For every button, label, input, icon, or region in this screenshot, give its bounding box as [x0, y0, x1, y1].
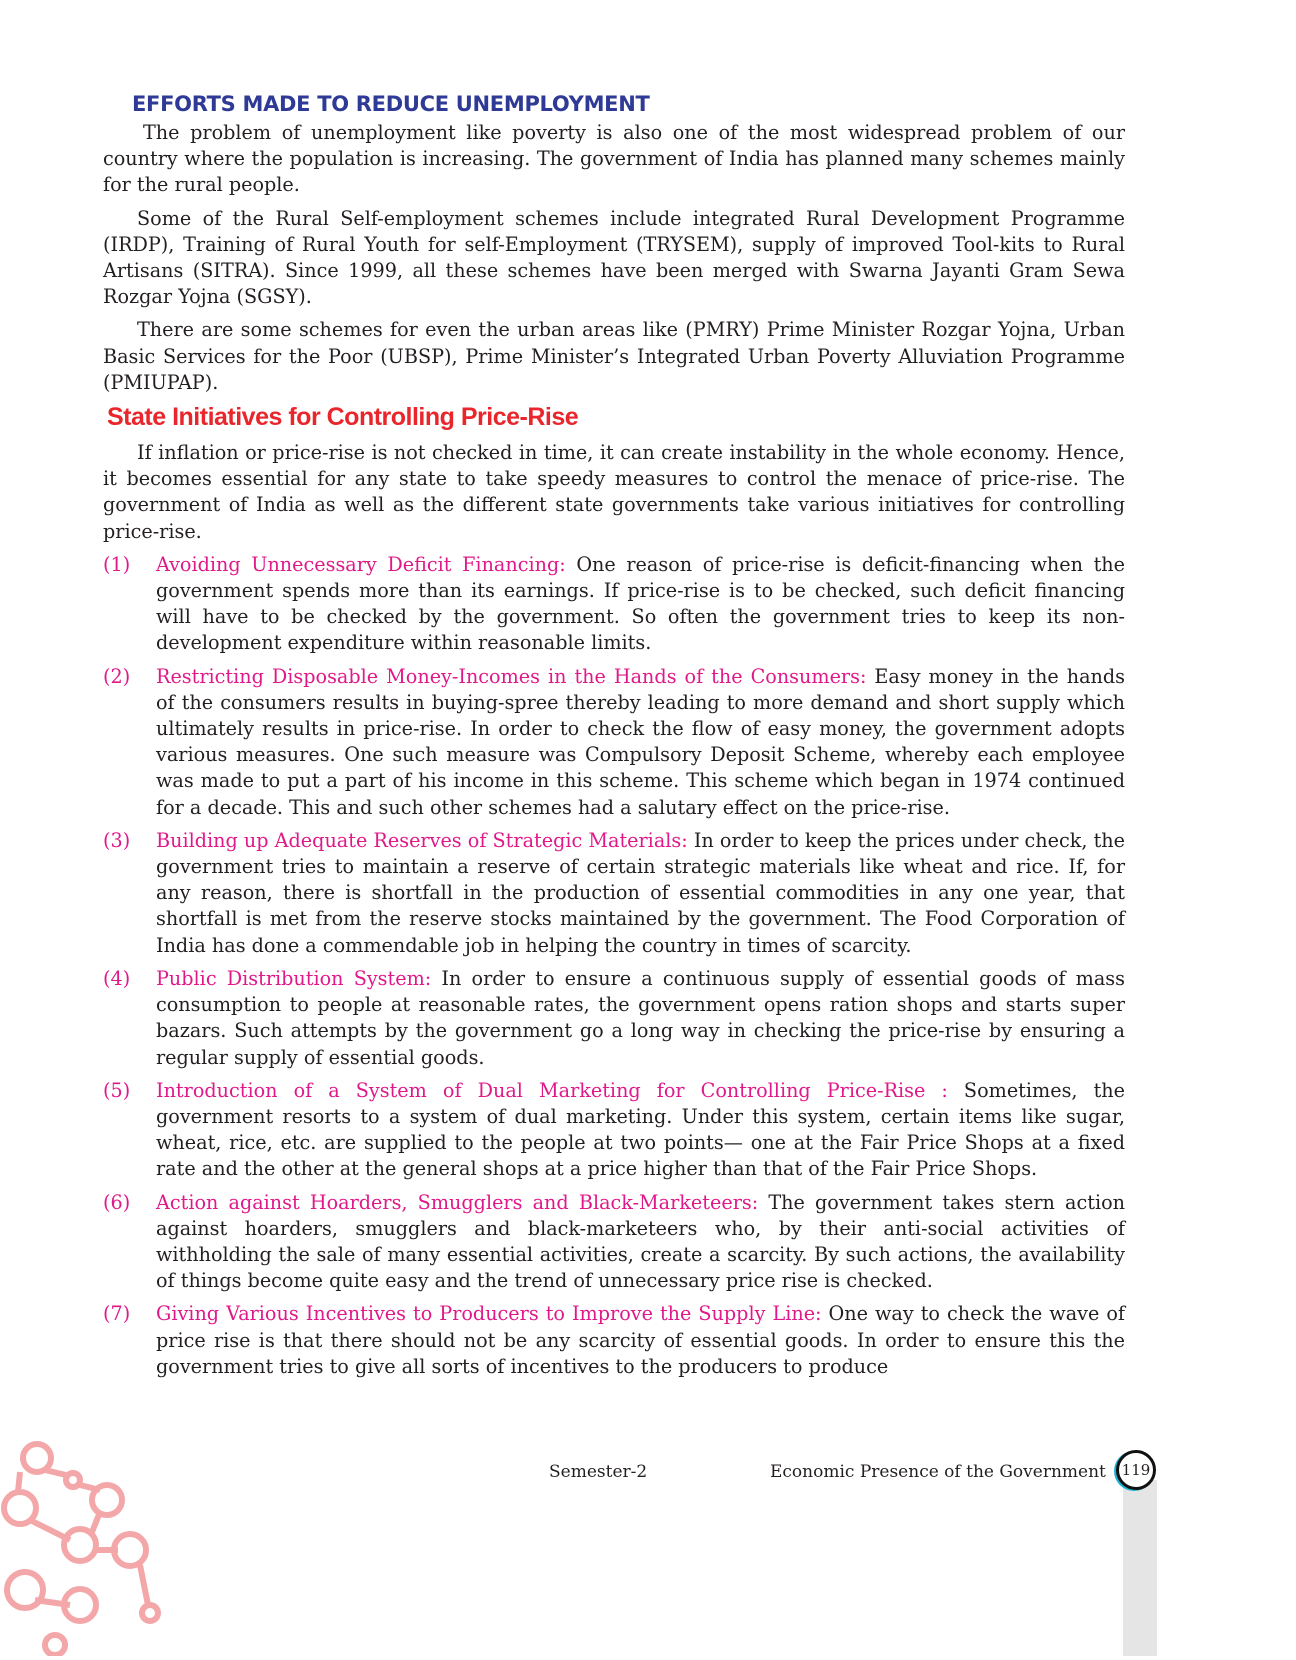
list-item [103, 1301, 1125, 1380]
item-lead: Giving Various Incentives to Producers to Improve the Supply Line: [156, 1302, 822, 1326]
item-body: In order to ensure a continuous supply of essential goods of mass consumption to people at reasonable rates, the government opens ration shops and starts super bazars. Such attempts by the government go a long way in checking the price-rise by ensuring a regular supply of essential goods. [156, 966, 1125, 1069]
item-text [156, 966, 1125, 1071]
paragraph: The problem of unemployment like poverty is also one of the most widespread problem of our country where the population is increasing. The government of India has planned many schemes mainly for the rural people. [103, 121, 1125, 197]
paragraph: If inflation or price-rise is not checked in time, it can create instability in the whole economy. Hence, it becomes essential for any state to take speedy measures to control the menace of price-rise. The government of India as well as the different state governments take various initiatives for controlling price-rise. [103, 441, 1125, 543]
list-item [103, 1078, 1125, 1183]
section-heading-price-rise: State Initiatives for Controlling Price-Rise [107, 403, 579, 432]
item-body: One reason of price-rise is deficit-financing when the government spends more than its earnings. If price-rise is to be checked, such deficit financing will have to be checked by the government. So often the government tries to keep its non-development expenditure within reasonable limits. [156, 552, 1125, 655]
item-lead: Building up Adequate Reserves of Strategic Materials: [156, 828, 688, 852]
initiatives-list [103, 552, 1125, 1380]
item-lead: Public Distribution System: [156, 966, 432, 990]
page-edge-strip [1123, 1480, 1157, 1656]
item-number: (4) [103, 966, 131, 990]
list-item [103, 828, 1125, 959]
item-number: (3) [103, 828, 131, 852]
page-number: 119 [1116, 1450, 1156, 1490]
item-body: In order to keep the prices under check, the government tries to maintain a reserve of certain strategic materials like wheat and rice. If, for any reason, there is shortfall in the production of essential commodities in any one year, that shortfall is met from the reserve stocks maintained by the government. The Food Corporation of India has done a commendable job in helping the country in times of scarcity. [156, 828, 1125, 957]
list-item [103, 1190, 1125, 1295]
item-number: (1) [103, 552, 131, 576]
list-item [103, 552, 1125, 657]
item-body: Sometimes, the government resorts to a system of dual marketing. Under this system, certain items like sugar, wheat, rice, etc. are supplied to the people at two points— one at the Fair Price Shops at a fixed rate and the other at the general shops at a price higher than that of the Fair Price Shops. [156, 1078, 1125, 1181]
item-number: (2) [103, 664, 131, 688]
section-heading-unemployment: EFFORTS MADE TO REDUCE UNEMPLOYMENT [132, 92, 650, 116]
item-body: One way to check the wave of price rise is that there should not be any scarcity of essential goods. In order to ensure this the government tries to give all sorts of incentives to the producers to produce [156, 1302, 1125, 1378]
item-text [156, 1190, 1125, 1295]
item-number: (7) [103, 1302, 131, 1326]
item-lead: Action against Hoarders, Smugglers and Black-Marketeers: [156, 1190, 759, 1214]
item-text [156, 1301, 1125, 1380]
item-number: (5) [103, 1078, 131, 1102]
item-text [156, 828, 1125, 959]
item-lead: Introduction of a System of Dual Marketing for Controlling Price-Rise : [156, 1078, 948, 1102]
footer-chapter-title: Economic Presence of the Government [770, 1462, 1106, 1482]
list-item [103, 664, 1125, 821]
item-body: The government takes stern action against hoarders, smugglers and black-marketeers who, by their anti-social activities of withholding the sale of many essential activities, create a scarcity. By such actions, the availability of things become quite easy and the trend of unnecessary price rise is checked. [156, 1190, 1125, 1293]
item-text [156, 1078, 1125, 1183]
item-body: Easy money in the hands of the consumers results in buying-spree thereby leading to more demand and short supply which ultimately results in price-rise. In order to check the flow of easy money, the government adopts various measures. One such measure was Compulsory Deposit Scheme, whereby each employee was made to put a part of his income in this scheme. This scheme which began in 1974 continued for a decade. This and such other schemes had a salutary effect on the price-rise. [156, 664, 1125, 819]
footer-semester: Semester-2 [549, 1462, 648, 1482]
item-text [156, 552, 1125, 657]
list-item [103, 966, 1125, 1071]
item-lead: Restricting Disposable Money-Incomes in the Hands of the Consumers: [156, 664, 867, 688]
item-lead: Avoiding Unnecessary Deficit Financing: [156, 552, 566, 576]
paragraph: There are some schemes for even the urban areas like (PMRY) Prime Minister Rozgar Yojna, Urban Basic Services for the Poor (UBSP), Prime Minister’s Integrated Urban Poverty Alluviation Programme (PMIUPAP). [103, 318, 1125, 394]
paragraph: Some of the Rural Self-employment schemes include integrated Rural Development Programme (IRDP), Training of Rural Youth for self-Employment (TRYSEM), supply of improved Tool-kits to Rural Artisans (SITRA). Since 1999, all these schemes have been merged with Swarna Jayanti Gram Sewa Rozgar Yojna (SGSY). [103, 206, 1125, 309]
page-content [103, 92, 1125, 1387]
item-number: (6) [103, 1190, 131, 1214]
decorative-circles [0, 1440, 170, 1660]
item-text [156, 664, 1125, 821]
